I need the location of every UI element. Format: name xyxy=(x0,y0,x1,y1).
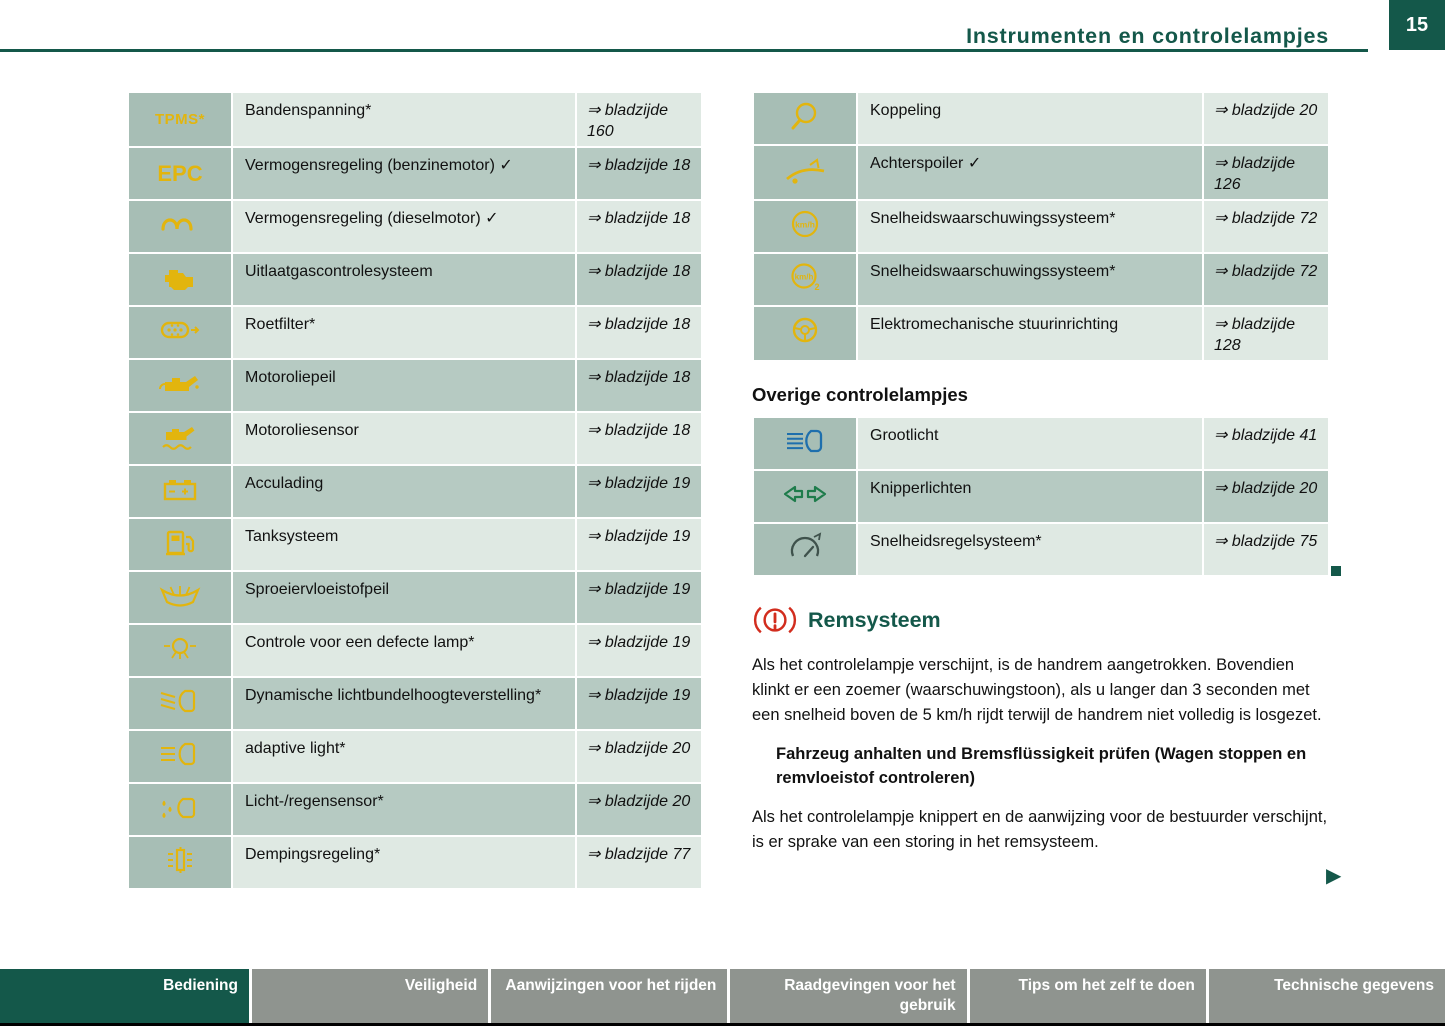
warning-icon-cell xyxy=(129,572,231,623)
warning-label: Uitlaatgascontrolesysteem xyxy=(233,254,575,305)
brake-paragraph-2: Als het controlelampje knippert en de aanwijzing voor de bestuurder verschijnt, is er sprake van een storing in het remsysteem. xyxy=(752,808,1328,851)
warning-label: Motoroliepeil xyxy=(233,360,575,411)
steering-icon xyxy=(781,315,829,347)
oil-can-icon xyxy=(156,367,204,399)
right-column xyxy=(752,91,1330,869)
speed-warning-icon xyxy=(781,208,829,240)
bulb-failure-icon xyxy=(156,632,204,664)
warning-row xyxy=(129,837,701,888)
warning-page-ref: ⇒ bladzijde 20 xyxy=(1204,471,1328,522)
warning-icon-cell xyxy=(754,471,856,522)
other-lamps-heading: Overige controlelampjes xyxy=(752,384,968,406)
warning-page-ref: ⇒ bladzijde 75 xyxy=(1204,524,1328,575)
footer-tab-label: Raadgevingen voor het gebruik xyxy=(784,977,956,1015)
warning-label: Grootlicht xyxy=(858,418,1202,469)
page-continue-arrow: ▶ xyxy=(1326,865,1342,887)
warning-label: Dempingsregeling* xyxy=(233,837,575,888)
warning-label: Sproeiervloeistofpeil xyxy=(233,572,575,623)
warning-label: Vermogensregeling (dieselmotor) ✓ xyxy=(233,201,575,252)
header-rule xyxy=(0,49,1368,52)
warning-label: Acculading xyxy=(233,466,575,517)
warning-row xyxy=(129,731,701,782)
warning-label: Koppeling xyxy=(858,93,1202,144)
warning-page-ref: ⇒ bladzijde 18 xyxy=(577,360,701,411)
warning-icon-cell xyxy=(129,784,231,835)
warning-row xyxy=(129,254,701,305)
warning-label: Dynamische lichtbundelhoogteverstelling* xyxy=(233,678,575,729)
svg-text:km/h: km/h xyxy=(794,272,814,282)
warning-page-ref: ⇒ bladzijde 18 xyxy=(577,148,701,199)
warning-page-ref: ⇒ bladzijde 19 xyxy=(577,678,701,729)
warning-page-ref: ⇒ bladzijde 72 xyxy=(1204,254,1328,305)
warning-row xyxy=(754,524,1328,575)
speed-warning-2-icon xyxy=(781,261,829,293)
warning-row xyxy=(754,254,1328,305)
battery-icon xyxy=(156,473,204,505)
oil-sensor-icon xyxy=(156,420,204,452)
warning-icon-cell xyxy=(129,466,231,517)
warning-icon-cell xyxy=(129,93,231,146)
footer-tab-veiligheid[interactable] xyxy=(252,969,488,1023)
warning-icon-cell xyxy=(754,524,856,575)
warning-icon-cell xyxy=(129,360,231,411)
warning-page-ref: ⇒ bladzijde 20 xyxy=(1204,93,1328,144)
clutch-icon xyxy=(781,100,829,132)
warning-row xyxy=(129,572,701,623)
warning-icon-cell xyxy=(129,413,231,464)
fuel-pump-icon xyxy=(156,526,204,558)
warning-label: adaptive light* xyxy=(233,731,575,782)
warning-row xyxy=(129,466,701,517)
warning-label: Bandenspanning* xyxy=(233,93,575,146)
warning-icon-cell xyxy=(129,201,231,252)
warning-page-ref: ⇒ bladzijde 18 xyxy=(577,201,701,252)
adaptive-light-icon xyxy=(156,738,204,770)
warning-label: Elektromechanische stuurinrichting xyxy=(858,307,1202,360)
brake-warning-text: Fahrzeug anhalten und Bremsflüssigkeit prüfen (Wagen stoppen en remvloeistof controleren) xyxy=(776,744,1307,788)
right-warning-table xyxy=(752,91,1330,362)
footer-tab-label: Tips om het zelf te doen xyxy=(1018,977,1195,994)
warning-label: Motoroliesensor xyxy=(233,413,575,464)
left-column xyxy=(127,91,703,890)
warning-page-ref: ⇒ bladzijde 20 xyxy=(577,784,701,835)
warning-icon-cell xyxy=(129,678,231,729)
brake-paragraph-1: Als het controlelampje verschijnt, is de handrem aangetrokken. Bovendien klinkt er een zoemer (waarschuwingstoon), als u langer dan 3 seconden met een snelheid boven de 5 km/h rijdt terwijl de handrem niet volledig is losgezet. xyxy=(752,656,1322,724)
epc-icon: EPC xyxy=(157,160,203,186)
footer-tab-label: Aanwijzingen voor het rijden xyxy=(505,977,717,994)
warning-page-ref: ⇒ bladzijde 19 xyxy=(577,572,701,623)
page-title: Instrumenten en controlelampjes xyxy=(966,24,1329,48)
footer-tab-label: Technische gegevens xyxy=(1274,977,1435,994)
warning-row xyxy=(754,418,1328,469)
footer-tab-tips-om-het-zelf-te-doen[interactable] xyxy=(970,969,1206,1023)
warning-icon-cell xyxy=(129,307,231,358)
warning-page-ref: ⇒ bladzijde 18 xyxy=(577,254,701,305)
warning-row xyxy=(129,360,701,411)
warning-row xyxy=(129,307,701,358)
warning-page-ref: ⇒ bladzijde 77 xyxy=(577,837,701,888)
warning-label: Vermogensregeling (benzinemotor) ✓ xyxy=(233,148,575,199)
warning-icon-cell xyxy=(129,519,231,570)
warning-page-ref: ⇒ bladzijde 19 xyxy=(577,625,701,676)
warning-page-ref: ⇒ bladzijde 126 xyxy=(1204,146,1328,199)
warning-label: Snelheidswaarschuwingssysteem* xyxy=(858,254,1202,305)
warning-page-ref: ⇒ bladzijde 72 xyxy=(1204,201,1328,252)
warning-icon-cell xyxy=(754,146,856,199)
warning-label: Snelheidswaarschuwingssysteem* xyxy=(858,201,1202,252)
turn-signals-icon xyxy=(781,478,829,510)
warning-page-ref: ⇒ bladzijde 128 xyxy=(1204,307,1328,360)
warning-label: Snelheidsregelsysteem* xyxy=(858,524,1202,575)
brake-heading xyxy=(752,603,1330,637)
high-beam-icon xyxy=(781,425,829,457)
warning-row xyxy=(129,93,701,146)
svg-text:km/h: km/h xyxy=(795,219,815,230)
warning-page-ref: ⇒ bladzijde 19 xyxy=(577,519,701,570)
section-marker-square xyxy=(1331,566,1341,576)
warning-label: Controle voor een defecte lamp* xyxy=(233,625,575,676)
warning-label: Tanksysteem xyxy=(233,519,575,570)
footer-tab-bediening[interactable] xyxy=(0,969,249,1023)
check-engine-icon xyxy=(156,261,204,293)
warning-icon-cell xyxy=(754,201,856,252)
other-lamps-table xyxy=(752,416,1330,577)
warning-page-ref: ⇒ bladzijde 19 xyxy=(577,466,701,517)
footer-tab-raadgevingen-voor-het-gebruik[interactable] xyxy=(730,969,966,1023)
damping-control-icon xyxy=(156,844,204,876)
light-rain-sensor-icon xyxy=(156,791,204,823)
warning-icon-cell xyxy=(129,625,231,676)
washer-fluid-icon xyxy=(156,579,204,611)
warning-row xyxy=(129,201,701,252)
warning-icon-cell xyxy=(129,731,231,782)
warning-row xyxy=(754,146,1328,199)
page-number: 15 xyxy=(1405,13,1429,36)
warning-page-ref: ⇒ bladzijde 41 xyxy=(1204,418,1328,469)
warning-icon-cell xyxy=(754,418,856,469)
footer-tab-bar xyxy=(0,969,1445,1023)
warning-row xyxy=(129,519,701,570)
warning-icon-cell xyxy=(754,93,856,144)
warning-row xyxy=(129,625,701,676)
warning-page-ref: ⇒ bladzijde 18 xyxy=(577,307,701,358)
warning-label: Roetfilter* xyxy=(233,307,575,358)
brake-heading-label: Remsysteem xyxy=(808,607,941,632)
brake-warning-icon xyxy=(752,603,798,637)
tpms-icon: TPMS* xyxy=(154,110,205,128)
rear-spoiler-icon xyxy=(781,154,829,186)
warning-row xyxy=(129,413,701,464)
footer-tab-label: Bediening xyxy=(163,977,238,994)
footer-tab-technische-gegevens[interactable] xyxy=(1209,969,1445,1023)
page-number-box xyxy=(1389,0,1445,50)
warning-row xyxy=(754,93,1328,144)
brake-section xyxy=(752,603,1330,854)
warning-row xyxy=(129,148,701,199)
warning-row xyxy=(129,678,701,729)
warning-row xyxy=(754,307,1328,360)
left-warning-table xyxy=(127,91,703,890)
warning-icon-cell xyxy=(129,254,231,305)
headlight-leveling-icon xyxy=(156,685,204,717)
warning-page-ref: ⇒ bladzijde 18 xyxy=(577,413,701,464)
warning-page-ref: ⇒ bladzijde 160 xyxy=(577,93,701,146)
glow-plug-icon xyxy=(156,208,204,240)
warning-row xyxy=(754,201,1328,252)
warning-icon-cell xyxy=(754,307,856,360)
footer-tab-aanwijzingen-voor-het-rijden[interactable] xyxy=(491,969,727,1023)
cruise-control-icon xyxy=(781,531,829,563)
warning-page-ref: ⇒ bladzijde 20 xyxy=(577,731,701,782)
warning-row xyxy=(129,784,701,835)
warning-label: Knipperlichten xyxy=(858,471,1202,522)
svg-text:2: 2 xyxy=(814,282,820,293)
warning-label: Achterspoiler ✓ xyxy=(858,146,1202,199)
footer-tab-label: Veiligheid xyxy=(404,977,478,994)
warning-row xyxy=(754,471,1328,522)
warning-label: Licht-/regensensor* xyxy=(233,784,575,835)
warning-icon-cell xyxy=(754,254,856,305)
warning-icon-cell xyxy=(129,148,231,199)
particulate-filter-icon xyxy=(156,314,204,346)
warning-icon-cell xyxy=(129,837,231,888)
